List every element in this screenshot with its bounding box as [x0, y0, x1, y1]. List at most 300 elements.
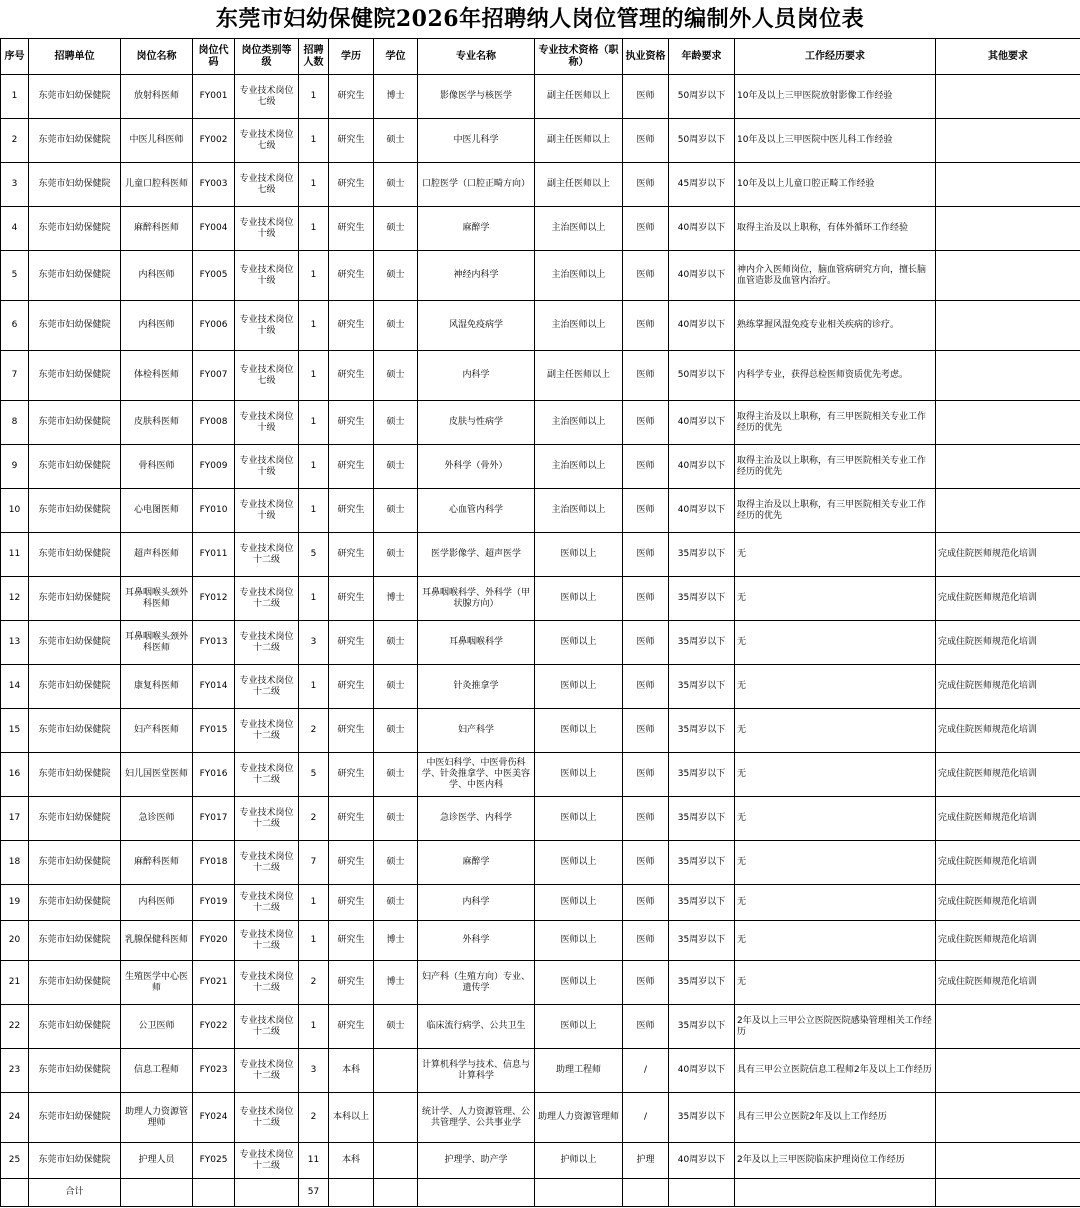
cell-other: 完成住院医师规范化培训 — [936, 797, 1080, 841]
cell-category: 专业技术岗位十二级 — [235, 709, 299, 753]
header-code: 岗位代码 — [193, 39, 235, 75]
cell-code: FY009 — [193, 445, 235, 489]
cell-title-qual: 主治医师以上 — [535, 301, 623, 351]
cell-position: 耳鼻咽喉头颈外科医师 — [121, 621, 193, 665]
cell-count: 3 — [299, 621, 329, 665]
cell-category: 专业技术岗位十级 — [235, 207, 299, 251]
cell-category: 专业技术岗位十二级 — [235, 621, 299, 665]
cell-age: 35周岁以下 — [669, 753, 735, 797]
table-row — [1, 351, 1080, 401]
cell-unit: 东莞市妇幼保健院 — [29, 75, 121, 119]
cell-age: 40周岁以下 — [669, 401, 735, 445]
cell-seq: 7 — [1, 351, 29, 401]
cell-category: 专业技术岗位七级 — [235, 163, 299, 207]
cell-degree: 硕士 — [374, 665, 418, 709]
cell-other: 完成住院医师规范化培训 — [936, 921, 1080, 961]
cell-license: 医师 — [623, 533, 669, 577]
cell-unit: 东莞市妇幼保健院 — [29, 251, 121, 301]
cell-unit: 东莞市妇幼保健院 — [29, 665, 121, 709]
total-empty-cell — [735, 1179, 936, 1207]
total-empty-cell — [121, 1179, 193, 1207]
cell-other: 完成住院医师规范化培训 — [936, 665, 1080, 709]
cell-license: 医师 — [623, 119, 669, 163]
cell-license: / — [623, 1093, 669, 1143]
cell-title-qual: 医师以上 — [535, 709, 623, 753]
cell-education: 研究生 — [329, 1005, 374, 1049]
cell-position: 妇儿国医堂医师 — [121, 753, 193, 797]
cell-major: 护理学、助产学 — [418, 1143, 535, 1179]
cell-unit: 东莞市妇幼保健院 — [29, 1143, 121, 1179]
cell-license: 医师 — [623, 577, 669, 621]
cell-position: 护理人员 — [121, 1143, 193, 1179]
cell-category: 专业技术岗位十级 — [235, 251, 299, 301]
cell-degree: 硕士 — [374, 207, 418, 251]
cell-count: 2 — [299, 1093, 329, 1143]
cell-other: 完成住院医师规范化培训 — [936, 885, 1080, 921]
cell-age: 40周岁以下 — [669, 1143, 735, 1179]
cell-code: FY019 — [193, 885, 235, 921]
cell-major: 中医妇科学、中医骨伤科学、针灸推拿学、中医美容学、中医内科 — [418, 753, 535, 797]
cell-count: 1 — [299, 301, 329, 351]
cell-unit: 东莞市妇幼保健院 — [29, 885, 121, 921]
cell-degree: 硕士 — [374, 709, 418, 753]
cell-code: FY008 — [193, 401, 235, 445]
cell-education: 研究生 — [329, 401, 374, 445]
cell-major: 耳鼻咽喉科学 — [418, 621, 535, 665]
cell-category: 专业技术岗位十二级 — [235, 885, 299, 921]
cell-seq: 15 — [1, 709, 29, 753]
cell-code: FY002 — [193, 119, 235, 163]
cell-count: 2 — [299, 797, 329, 841]
cell-position: 中医儿科医师 — [121, 119, 193, 163]
total-empty-cell — [1, 1179, 29, 1207]
cell-code: FY013 — [193, 621, 235, 665]
cell-count: 1 — [299, 921, 329, 961]
cell-age: 35周岁以下 — [669, 709, 735, 753]
header-position: 岗位名称 — [121, 39, 193, 75]
cell-title-qual: 助理人力资源管理师 — [535, 1093, 623, 1143]
cell-other — [936, 119, 1080, 163]
table-row — [1, 885, 1080, 921]
cell-degree: 博士 — [374, 961, 418, 1005]
cell-education: 研究生 — [329, 489, 374, 533]
cell-education: 本科以上 — [329, 1093, 374, 1143]
cell-position: 耳鼻咽喉头颈外科医师 — [121, 577, 193, 621]
cell-seq: 5 — [1, 251, 29, 301]
cell-age: 35周岁以下 — [669, 1093, 735, 1143]
header-degree: 学位 — [374, 39, 418, 75]
cell-major: 外科学 — [418, 921, 535, 961]
cell-experience: 具有三甲公立医院信息工程师2年及以上工作经历 — [735, 1049, 936, 1093]
cell-major: 统计学、人力资源管理、公共管理学、公共事业学 — [418, 1093, 535, 1143]
cell-other: 完成住院医师规范化培训 — [936, 961, 1080, 1005]
cell-code: FY004 — [193, 207, 235, 251]
cell-other — [936, 1049, 1080, 1093]
cell-seq: 13 — [1, 621, 29, 665]
cell-unit: 东莞市妇幼保健院 — [29, 445, 121, 489]
cell-major: 内科学 — [418, 351, 535, 401]
cell-education: 研究生 — [329, 709, 374, 753]
cell-category: 专业技术岗位七级 — [235, 75, 299, 119]
cell-experience: 无 — [735, 709, 936, 753]
cell-major: 外科学（骨外） — [418, 445, 535, 489]
cell-education: 研究生 — [329, 445, 374, 489]
cell-experience: 取得主治及以上职称，有体外循环工作经验 — [735, 207, 936, 251]
cell-count: 1 — [299, 163, 329, 207]
cell-other — [936, 75, 1080, 119]
cell-unit: 东莞市妇幼保健院 — [29, 119, 121, 163]
cell-major: 口腔医学（口腔正畸方向） — [418, 163, 535, 207]
table-row — [1, 709, 1080, 753]
cell-major: 医学影像学、超声医学 — [418, 533, 535, 577]
cell-code: FY020 — [193, 921, 235, 961]
cell-major: 妇产科学 — [418, 709, 535, 753]
cell-major: 皮肤与性病学 — [418, 401, 535, 445]
header-major: 专业名称 — [418, 39, 535, 75]
cell-title-qual: 医师以上 — [535, 533, 623, 577]
cell-position: 超声科医师 — [121, 533, 193, 577]
cell-position: 体检科医师 — [121, 351, 193, 401]
cell-title-qual: 副主任医师以上 — [535, 351, 623, 401]
cell-experience: 取得主治及以上职称，有三甲医院相关专业工作经历的优先 — [735, 401, 936, 445]
table-body — [1, 75, 1080, 1207]
table-row — [1, 621, 1080, 665]
cell-seq: 14 — [1, 665, 29, 709]
cell-license: 医师 — [623, 1005, 669, 1049]
table-row — [1, 665, 1080, 709]
cell-degree — [374, 1049, 418, 1093]
header-count: 招聘人数 — [299, 39, 329, 75]
cell-position: 麻醉科医师 — [121, 207, 193, 251]
cell-other — [936, 1093, 1080, 1143]
cell-experience: 2年及以上三甲医院临床护理岗位工作经历 — [735, 1143, 936, 1179]
cell-unit: 东莞市妇幼保健院 — [29, 709, 121, 753]
table-row — [1, 489, 1080, 533]
cell-title-qual: 医师以上 — [535, 577, 623, 621]
cell-position: 骨科医师 — [121, 445, 193, 489]
cell-unit: 东莞市妇幼保健院 — [29, 207, 121, 251]
cell-category: 专业技术岗位十级 — [235, 301, 299, 351]
cell-category: 专业技术岗位十二级 — [235, 921, 299, 961]
table-row — [1, 251, 1080, 301]
cell-title-qual: 主治医师以上 — [535, 445, 623, 489]
cell-experience: 无 — [735, 921, 936, 961]
cell-education: 本科 — [329, 1143, 374, 1179]
cell-other — [936, 489, 1080, 533]
cell-major: 风湿免疫病学 — [418, 301, 535, 351]
cell-education: 研究生 — [329, 533, 374, 577]
cell-position: 公卫医师 — [121, 1005, 193, 1049]
cell-code: FY021 — [193, 961, 235, 1005]
cell-category: 专业技术岗位十级 — [235, 445, 299, 489]
cell-title-qual: 医师以上 — [535, 921, 623, 961]
cell-category: 专业技术岗位十二级 — [235, 665, 299, 709]
cell-major: 妇产科（生殖方向）专业、遗传学 — [418, 961, 535, 1005]
header-license: 执业资格 — [623, 39, 669, 75]
cell-license: 医师 — [623, 921, 669, 961]
cell-position: 助理人力资源管理师 — [121, 1093, 193, 1143]
table-row — [1, 163, 1080, 207]
header-education: 学历 — [329, 39, 374, 75]
cell-title-qual: 主治医师以上 — [535, 401, 623, 445]
cell-position: 乳腺保健科医师 — [121, 921, 193, 961]
cell-code: FY001 — [193, 75, 235, 119]
cell-experience: 无 — [735, 533, 936, 577]
cell-category: 专业技术岗位十二级 — [235, 841, 299, 885]
cell-count: 7 — [299, 841, 329, 885]
total-empty-cell — [418, 1179, 535, 1207]
cell-category: 专业技术岗位十二级 — [235, 1143, 299, 1179]
cell-age: 35周岁以下 — [669, 577, 735, 621]
cell-degree: 硕士 — [374, 885, 418, 921]
cell-degree: 硕士 — [374, 797, 418, 841]
cell-degree: 硕士 — [374, 621, 418, 665]
cell-license: 医师 — [623, 709, 669, 753]
cell-code: FY016 — [193, 753, 235, 797]
cell-other — [936, 401, 1080, 445]
cell-major: 麻醉学 — [418, 207, 535, 251]
total-count: 57 — [299, 1179, 329, 1207]
cell-education: 研究生 — [329, 119, 374, 163]
cell-seq: 6 — [1, 301, 29, 351]
cell-major: 影像医学与核医学 — [418, 75, 535, 119]
cell-seq: 25 — [1, 1143, 29, 1179]
header-unit: 招聘单位 — [29, 39, 121, 75]
cell-code: FY023 — [193, 1049, 235, 1093]
table-header-row — [1, 39, 1080, 75]
cell-title-qual: 主治医师以上 — [535, 251, 623, 301]
cell-title-qual: 医师以上 — [535, 665, 623, 709]
cell-age: 40周岁以下 — [669, 301, 735, 351]
cell-experience: 熟练掌握风湿免疫专业相关疾病的诊疗。 — [735, 301, 936, 351]
cell-title-qual: 医师以上 — [535, 961, 623, 1005]
cell-count: 3 — [299, 1049, 329, 1093]
cell-major: 计算机科学与技术、信息与计算科学 — [418, 1049, 535, 1093]
cell-degree: 硕士 — [374, 351, 418, 401]
cell-count: 1 — [299, 119, 329, 163]
cell-category: 专业技术岗位十二级 — [235, 753, 299, 797]
cell-other: 完成住院医师规范化培训 — [936, 577, 1080, 621]
cell-seq: 24 — [1, 1093, 29, 1143]
table-row — [1, 921, 1080, 961]
cell-unit: 东莞市妇幼保健院 — [29, 1005, 121, 1049]
cell-degree: 硕士 — [374, 489, 418, 533]
cell-seq: 3 — [1, 163, 29, 207]
cell-education: 研究生 — [329, 665, 374, 709]
cell-license: 医师 — [623, 753, 669, 797]
cell-other: 完成住院医师规范化培训 — [936, 533, 1080, 577]
cell-position: 内科医师 — [121, 251, 193, 301]
cell-count: 2 — [299, 961, 329, 1005]
cell-license: 医师 — [623, 301, 669, 351]
cell-experience: 取得主治及以上职称，有三甲医院相关专业工作经历的优先 — [735, 445, 936, 489]
total-empty-cell — [535, 1179, 623, 1207]
cell-age: 40周岁以下 — [669, 489, 735, 533]
total-row — [1, 1179, 1080, 1207]
cell-major: 中医儿科学 — [418, 119, 535, 163]
cell-count: 1 — [299, 885, 329, 921]
cell-education: 本科 — [329, 1049, 374, 1093]
cell-position: 内科医师 — [121, 885, 193, 921]
cell-position: 生殖医学中心医师 — [121, 961, 193, 1005]
table-row — [1, 1093, 1080, 1143]
cell-seq: 22 — [1, 1005, 29, 1049]
cell-other — [936, 251, 1080, 301]
cell-age: 40周岁以下 — [669, 251, 735, 301]
cell-license: 医师 — [623, 251, 669, 301]
cell-unit: 东莞市妇幼保健院 — [29, 797, 121, 841]
cell-experience: 无 — [735, 797, 936, 841]
cell-experience: 无 — [735, 665, 936, 709]
cell-count: 1 — [299, 207, 329, 251]
cell-count: 1 — [299, 401, 329, 445]
cell-position: 麻醉科医师 — [121, 841, 193, 885]
cell-education: 研究生 — [329, 251, 374, 301]
cell-degree: 硕士 — [374, 119, 418, 163]
cell-count: 1 — [299, 489, 329, 533]
cell-degree: 硕士 — [374, 1005, 418, 1049]
cell-title-qual: 副主任医师以上 — [535, 75, 623, 119]
cell-license: 医师 — [623, 163, 669, 207]
cell-education: 研究生 — [329, 301, 374, 351]
total-empty-cell — [193, 1179, 235, 1207]
table-row — [1, 207, 1080, 251]
cell-degree: 硕士 — [374, 753, 418, 797]
cell-unit: 东莞市妇幼保健院 — [29, 1049, 121, 1093]
table-row — [1, 75, 1080, 119]
cell-license: 医师 — [623, 797, 669, 841]
total-empty-cell — [374, 1179, 418, 1207]
cell-title-qual: 医师以上 — [535, 753, 623, 797]
cell-experience: 无 — [735, 621, 936, 665]
cell-license: 医师 — [623, 207, 669, 251]
cell-experience: 10年及以上儿童口腔正畸工作经验 — [735, 163, 936, 207]
cell-count: 5 — [299, 753, 329, 797]
positions-table — [0, 38, 1080, 1207]
cell-title-qual: 助理工程师 — [535, 1049, 623, 1093]
cell-experience: 2年及以上三甲公立医院医院感染管理相关工作经历 — [735, 1005, 936, 1049]
cell-count: 1 — [299, 75, 329, 119]
cell-license: 医师 — [623, 489, 669, 533]
cell-seq: 21 — [1, 961, 29, 1005]
total-empty-cell — [235, 1179, 299, 1207]
cell-unit: 东莞市妇幼保健院 — [29, 841, 121, 885]
cell-seq: 2 — [1, 119, 29, 163]
cell-title-qual: 护师以上 — [535, 1143, 623, 1179]
cell-major: 心血管内科学 — [418, 489, 535, 533]
cell-age: 50周岁以下 — [669, 75, 735, 119]
cell-unit: 东莞市妇幼保健院 — [29, 489, 121, 533]
cell-degree — [374, 1093, 418, 1143]
cell-unit: 东莞市妇幼保健院 — [29, 621, 121, 665]
cell-category: 专业技术岗位十二级 — [235, 577, 299, 621]
cell-code: FY017 — [193, 797, 235, 841]
cell-license: 医师 — [623, 885, 669, 921]
cell-major: 内科学 — [418, 885, 535, 921]
cell-age: 50周岁以下 — [669, 351, 735, 401]
cell-code: FY011 — [193, 533, 235, 577]
cell-education: 研究生 — [329, 577, 374, 621]
total-empty-cell — [669, 1179, 735, 1207]
cell-category: 专业技术岗位十二级 — [235, 1049, 299, 1093]
cell-unit: 东莞市妇幼保健院 — [29, 163, 121, 207]
cell-seq: 20 — [1, 921, 29, 961]
cell-experience: 无 — [735, 961, 936, 1005]
cell-experience: 10年及以上三甲医院放射影像工作经验 — [735, 75, 936, 119]
cell-degree: 博士 — [374, 75, 418, 119]
cell-category: 专业技术岗位十二级 — [235, 797, 299, 841]
cell-category: 专业技术岗位十级 — [235, 401, 299, 445]
cell-age: 35周岁以下 — [669, 797, 735, 841]
cell-major: 急诊医学、内科学 — [418, 797, 535, 841]
table-row — [1, 753, 1080, 797]
cell-degree: 硕士 — [374, 301, 418, 351]
cell-code: FY003 — [193, 163, 235, 207]
cell-unit: 东莞市妇幼保健院 — [29, 351, 121, 401]
cell-experience: 无 — [735, 753, 936, 797]
cell-education: 研究生 — [329, 75, 374, 119]
cell-seq: 23 — [1, 1049, 29, 1093]
cell-seq: 8 — [1, 401, 29, 445]
header-seq: 序号 — [1, 39, 29, 75]
cell-age: 40周岁以下 — [669, 207, 735, 251]
cell-age: 35周岁以下 — [669, 841, 735, 885]
cell-degree — [374, 1143, 418, 1179]
cell-title-qual: 医师以上 — [535, 621, 623, 665]
cell-unit: 东莞市妇幼保健院 — [29, 753, 121, 797]
cell-experience: 无 — [735, 577, 936, 621]
header-category: 岗位类别等级 — [235, 39, 299, 75]
cell-experience: 具有三甲公立医院2年及以上工作经历 — [735, 1093, 936, 1143]
cell-seq: 4 — [1, 207, 29, 251]
cell-unit: 东莞市妇幼保健院 — [29, 921, 121, 961]
cell-category: 专业技术岗位十二级 — [235, 1005, 299, 1049]
cell-education: 研究生 — [329, 797, 374, 841]
cell-code: FY012 — [193, 577, 235, 621]
cell-license: 医师 — [623, 841, 669, 885]
cell-seq: 11 — [1, 533, 29, 577]
cell-experience: 神内介入医师岗位，脑血管病研究方向，擅长脑血管造影及血管内治疗。 — [735, 251, 936, 301]
cell-age: 40周岁以下 — [669, 1049, 735, 1093]
cell-seq: 16 — [1, 753, 29, 797]
cell-other — [936, 351, 1080, 401]
cell-license: 医师 — [623, 621, 669, 665]
cell-major: 麻醉学 — [418, 841, 535, 885]
cell-title-qual: 医师以上 — [535, 841, 623, 885]
cell-code: FY007 — [193, 351, 235, 401]
cell-age: 35周岁以下 — [669, 885, 735, 921]
cell-age: 35周岁以下 — [669, 921, 735, 961]
cell-count: 1 — [299, 1005, 329, 1049]
cell-degree: 硕士 — [374, 163, 418, 207]
cell-major: 耳鼻咽喉科学、外科学（甲状腺方向） — [418, 577, 535, 621]
cell-experience: 取得主治及以上职称，有三甲医院相关专业工作经历的优先 — [735, 489, 936, 533]
cell-major: 针灸推拿学 — [418, 665, 535, 709]
cell-position: 心电图医师 — [121, 489, 193, 533]
cell-category: 专业技术岗位七级 — [235, 351, 299, 401]
table-row — [1, 797, 1080, 841]
cell-age: 35周岁以下 — [669, 961, 735, 1005]
table-row — [1, 961, 1080, 1005]
cell-license: 护理 — [623, 1143, 669, 1179]
cell-position: 放射科医师 — [121, 75, 193, 119]
cell-education: 研究生 — [329, 841, 374, 885]
cell-education: 研究生 — [329, 621, 374, 665]
cell-position: 儿童口腔科医师 — [121, 163, 193, 207]
cell-education: 研究生 — [329, 921, 374, 961]
cell-license: 医师 — [623, 445, 669, 489]
header-title-qual: 专业技术资格（职称） — [535, 39, 623, 75]
